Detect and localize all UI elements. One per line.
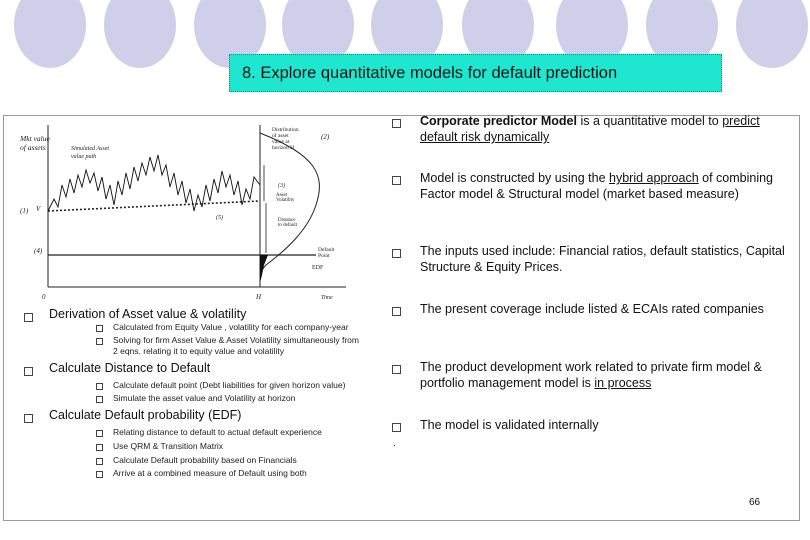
stray-dot: . <box>393 438 396 449</box>
right-bullet-4: The present coverage include listed & ECAIs rated companies <box>420 302 764 316</box>
fig-time: Time <box>321 295 333 301</box>
fig-origin: 0 <box>42 293 46 301</box>
sub-bullet-box-3-3 <box>96 458 103 465</box>
fig-four-label: (4) <box>34 247 43 255</box>
sub-item-2-2: Simulate the asset value and Volatility at horizon <box>113 393 296 403</box>
section-heading-2: Calculate Distance to Default <box>49 361 211 375</box>
section-heading-3: Calculate Default probability (EDF) <box>49 408 242 422</box>
sub-item-3-2: Use QRM & Transition Matrix <box>113 441 224 451</box>
fig-ylabel: Mkt value <box>20 134 50 143</box>
fig-default-point: Default <box>318 247 335 253</box>
svg-text:of asset: of asset <box>272 133 289 139</box>
fig-dist-label: Distribution <box>272 127 299 133</box>
svg-text:Volatility: Volatility <box>276 198 295 203</box>
svg-text:horizon H: horizon H <box>272 145 295 151</box>
fig-path-label-2: value path <box>71 154 97 160</box>
fig-z-label: (2) <box>321 133 330 141</box>
decor-ellipse-1 <box>14 0 86 68</box>
sub-bullet-box-2-1 <box>96 383 103 390</box>
sub-item-3-1: Relating distance to default to actual default experience <box>113 427 322 437</box>
predict-default-link[interactable]: predict default risk dynamically <box>420 114 760 144</box>
right-bullet-box-3 <box>392 249 401 258</box>
sub-bullet-box-1-1 <box>96 325 103 332</box>
right-bullet-box-1 <box>392 119 401 128</box>
fig-h: H <box>256 293 262 301</box>
sub-item-2-1: Calculate default point (Debt liabilities for given horizon value) <box>113 380 346 390</box>
decor-ellipse-9 <box>736 0 808 68</box>
right-bullet-5: The product development work related to private firm model & portfolio management model is in process <box>420 360 762 390</box>
svg-text:V: V <box>36 205 41 213</box>
slide-title: 8. Explore quantitative models for default prediction <box>242 64 618 82</box>
decor-ellipse-2 <box>104 0 176 68</box>
right-bullet-6: The model is validated internally <box>420 418 599 432</box>
sub-item-1-1: Calculated from Equity Value , volatility for each company-year <box>113 322 349 332</box>
sub-bullet-box-3-1 <box>96 430 103 437</box>
title-bar <box>229 54 722 92</box>
right-bullet-box-2 <box>392 176 401 185</box>
svg-text:Point: Point <box>318 253 330 259</box>
right-bullet-2: Model is constructed by using the hybrid approach of combining Factor model & Structural model (market based measure) <box>420 171 774 201</box>
hybrid-approach-link[interactable]: hybrid approach <box>609 171 699 185</box>
svg-text:Distance: Distance <box>278 218 296 223</box>
corporate-model-bold: Corporate predictor Model <box>420 114 577 128</box>
fig-v0-label: (1) <box>20 207 29 215</box>
sub-bullet-box-2-2 <box>96 396 103 403</box>
asset-value-figure <box>16 115 356 305</box>
right-bullet-box-5 <box>392 365 401 374</box>
sub-item-3-4: Arrive at a combined measure of Default using both <box>113 468 307 478</box>
fig-five-label: (5) <box>216 215 223 221</box>
section-heading-1: Derivation of Asset value & volatility <box>49 307 247 321</box>
sub-item-3-3: Calculate Default probability based on Financials <box>113 455 297 465</box>
svg-text:value at: value at <box>272 139 290 145</box>
left-bullet-box-2 <box>24 367 33 376</box>
svg-text:Asset: Asset <box>276 193 288 198</box>
fig-vol-label: (3) <box>278 183 285 189</box>
sub-item-1-2: Solving for firm Asset Value & Asset Volatility simultaneously from 2 eqns. relating it to equity value and volatility <box>113 335 359 356</box>
fig-ylabel-2: of assets <box>20 143 46 152</box>
left-bullet-box-3 <box>24 414 33 423</box>
sub-bullet-box-3-2 <box>96 444 103 451</box>
right-bullet-box-6 <box>392 423 401 432</box>
right-bullet-box-4 <box>392 307 401 316</box>
fig-path-label: Simulated Asset <box>71 146 110 152</box>
in-process-link[interactable]: in process <box>594 376 652 390</box>
right-bullet-1: Corporate predictor Model is a quantitative model to predict default risk dynamically <box>420 114 760 144</box>
right-bullet-3: The inputs used include: Financial ratios, default statistics, Capital Structure & Equity Prices. <box>420 244 785 274</box>
sub-bullet-box-3-4 <box>96 471 103 478</box>
svg-text:to default: to default <box>278 223 298 228</box>
fig-edf-label: EDF <box>312 265 324 271</box>
sub-bullet-box-1-2 <box>96 338 103 345</box>
page-number: 66 <box>749 497 761 508</box>
left-bullet-box-1 <box>24 313 33 322</box>
